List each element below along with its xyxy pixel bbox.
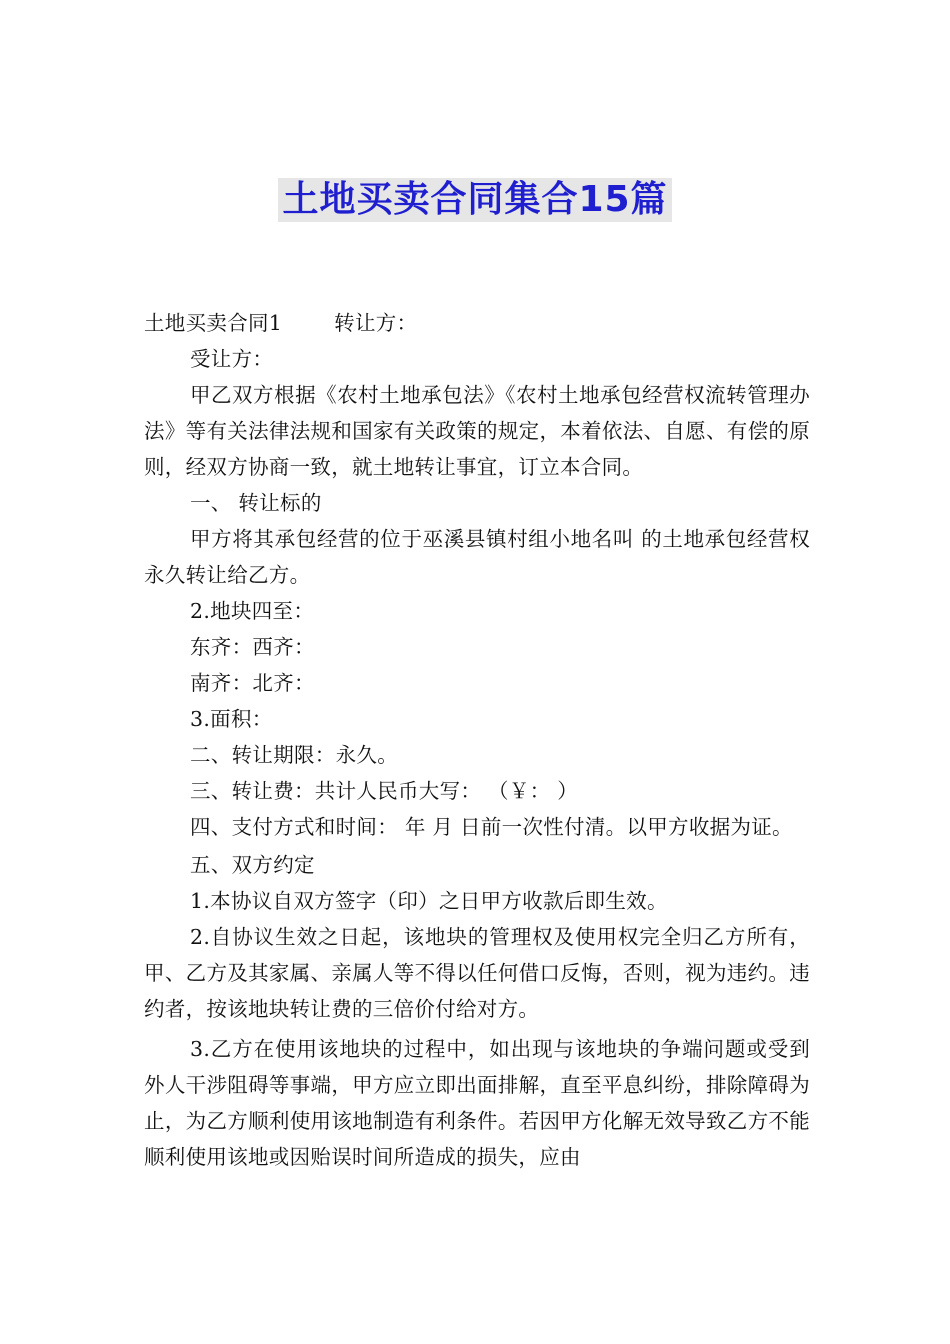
document-body <box>144 305 810 1175</box>
paragraph: 二、转让期限：永久。 <box>190 743 398 767</box>
paragraph: 四、支付方式和时间： 年 月 日前一次性付清。以甲方收据为证。 <box>190 815 793 839</box>
paragraph: 2.自协议生效之日起，该地块的管理权及使用权完全归乙方所有，甲、乙方及其家属、亲属人等不得以任何借口反悔，否则，视为违约。违约者，按该地块转让费的三倍价付给对方。 <box>144 925 810 1021</box>
paragraph: 3.面积： <box>190 707 273 731</box>
document-title: 土地买卖合同集合15篇 <box>278 178 671 222</box>
paragraph: 受让方： <box>190 347 274 371</box>
paragraph: 甲方将其承包经营的位于巫溪县镇村组小地名叫 的土地承包经营权永久转让给乙方。 <box>144 527 810 587</box>
paragraph: 2.地块四至： <box>190 599 315 623</box>
paragraph: 1.本协议自双方签字（印）之日甲方收款后即生效。 <box>190 889 668 913</box>
title-container <box>0 178 950 222</box>
paragraph: 东齐：西齐： <box>190 635 315 659</box>
paragraph: 三、转让费：共计人民币大写： （￥： ） <box>190 779 579 803</box>
paragraph: 3.乙方在使用该地块的过程中，如出现与该地块的争端问题或受到外人干涉阻碍等事端，甲方应立即出面排解，直至平息纠纷，排除障碍为止，为乙方顺利使用该地制造有利条件。若因甲方化解无效导致乙方不能顺利使用该地或因贻误时间所造成的损失，应由 <box>144 1037 810 1169</box>
paragraph-heading-1 <box>144 305 810 341</box>
paragraph: 一、 转让标的 <box>190 491 322 515</box>
paragraph: 南齐：北齐： <box>190 671 315 695</box>
transferor-label: 转让方： <box>334 311 418 335</box>
paragraph: 五、双方约定 <box>190 853 315 877</box>
section-title: 土地买卖合同1 <box>144 311 283 335</box>
paragraph: 甲乙双方根据《农村土地承包法》《农村土地承包经营权流转管理办法》等有关法律法规和国家有关政策的规定，本着依法、自愿、有偿的原则，经双方协商一致，就土地转让事宜，订立本合同。 <box>144 383 810 479</box>
